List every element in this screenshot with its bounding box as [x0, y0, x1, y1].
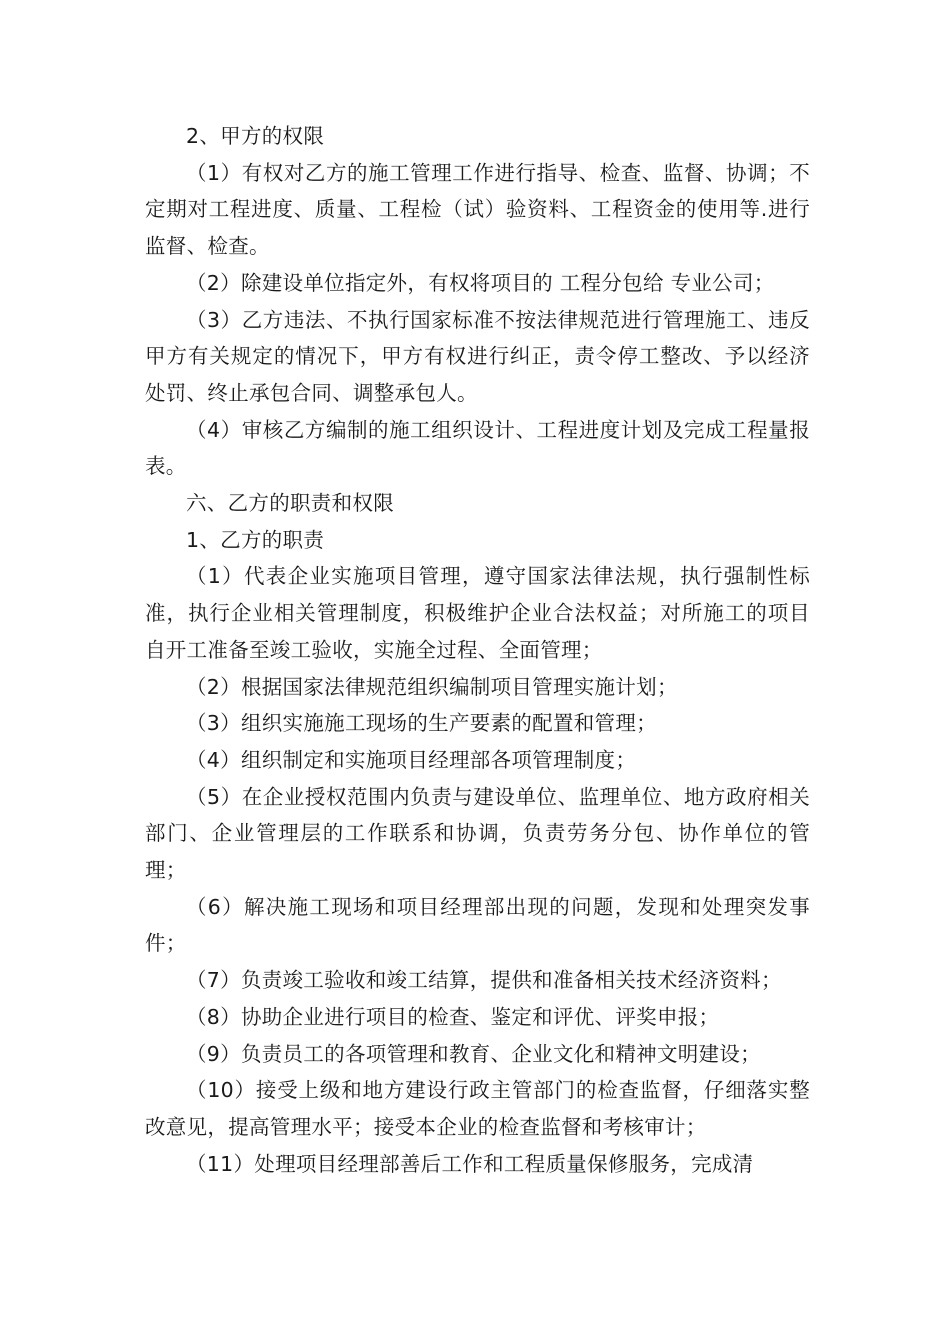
paragraph: （2）除建设单位指定外，有权将项目的 工程分包给 专业公司；	[186, 270, 775, 295]
paragraph: （6）解决施工现场和项目经理部出现的问题，发现和处理突发事件；	[145, 894, 810, 956]
paragraph: （10）接受上级和地方建设行政主管部门的检查监督，仔细落实整改意见，提高管理水平；接受本企业的检查监督和考核审计；	[145, 1078, 810, 1139]
section-heading: 六、乙方的职责和权限	[186, 491, 394, 516]
paragraph: （5）在企业授权范围内负责与建设单位、监理单位、地方政府相关部门、企业管理层的工作联系和协调，负责劳务分包、协作单位的管理；	[145, 784, 810, 883]
paragraph: （2）根据国家法律规范组织编制项目管理实施计划；	[186, 674, 678, 699]
paragraph: （9）负责员工的各项管理和教育、企业文化和精神文明建设；	[186, 1041, 761, 1066]
paragraph: （3）组织实施施工现场的生产要素的配置和管理；	[186, 711, 657, 736]
paragraph: （7）负责竣工验收和竣工结算，提供和准备相关技术经济资料；	[186, 968, 782, 993]
paragraph: （4）组织制定和实施项目经理部各项管理制度；	[186, 747, 637, 772]
paragraph: （11）处理项目经理部善后工作和工程质量保修服务，完成清	[186, 1151, 754, 1176]
paragraph: （1）代表企业实施项目管理，遵守国家法律法规，执行强制性标准，执行企业相关管理制度，积极维护企业合法权益；对所施工的项目自开工准备至竣工验收，实施全过程、全面管理；	[145, 564, 810, 662]
paragraph: （4）审核乙方编制的施工组织设计、工程进度计划及完成工程量报表。	[145, 417, 810, 479]
paragraph: （3）乙方违法、不执行国家标准不按法律规范进行管理施工、违反甲方有关规定的情况下，甲方有权进行纠正，责令停工整改、予以经济处罚、终止承包合同、调整承包人。	[145, 307, 810, 405]
document-body	[145, 118, 810, 1182]
paragraph: （8）协助企业进行项目的检查、鉴定和评优、评奖申报；	[186, 1004, 720, 1029]
paragraph: （1）有权对乙方的施工管理工作进行指导、检查、监督、协调；不定期对工程进度、质量、工程检（试）验资料、工程资金的使用等.进行监督、检查。	[145, 160, 810, 259]
section-heading: 1、乙方的职责	[186, 527, 325, 552]
section-heading: 2、甲方的权限	[186, 124, 325, 148]
